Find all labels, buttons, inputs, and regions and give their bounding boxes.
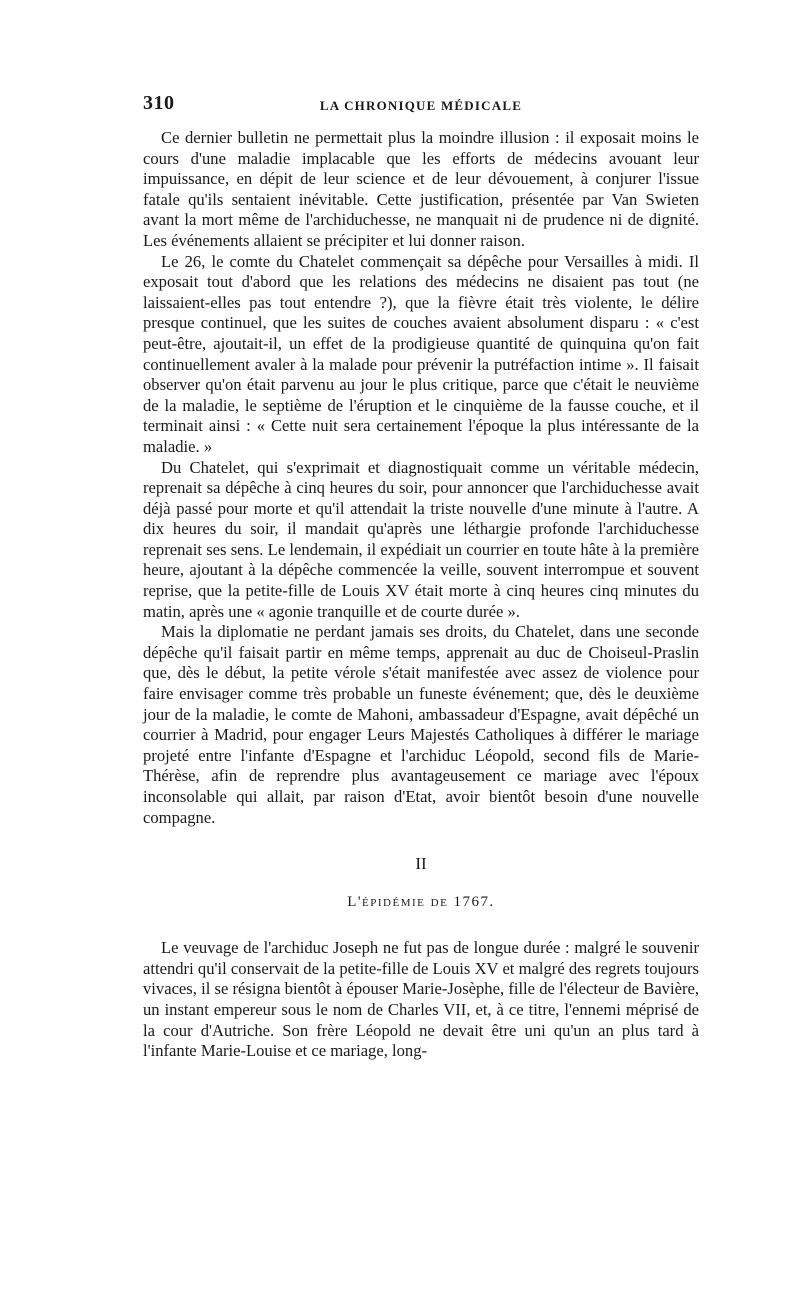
paragraph-5: Le veuvage de l'archiduc Joseph ne fut pas de longue durée : malgré le souvenir attendri qu'il conservait de la petite-fille de Louis XV et malgré des regrets toujours vivaces, il se résigna bientôt à épouser Marie-Josèphe, fille de l'électeur de Bavière, un instant empereur sous le nom de Charles VII, et, à ce titre, l'ennemi méprisé de la cour d'Autriche. Son frère Léopold ne devait être uni qu'un an plus tard à l'infante Marie-Louise et ce mariage, long- [143, 938, 699, 1061]
section-title: L'épidémie de 1767. [347, 894, 495, 911]
page-number: 310 [143, 92, 175, 114]
paragraph-4: Mais la diplomatie ne perdant jamais ses droits, du Chatelet, dans une seconde dépêche qu'il faisait partir en même temps, apprenait au duc de Choiseul-Praslin que, dès le début, la petite vérole s'était manifestée avec assez de violence pour faire envisager comme très probable un funeste événement; que, dès le deuxième jour de la maladie, le comte de Mahoni, ambassadeur d'Espagne, avait dépêché un courrier à Madrid, pour engager Leurs Majestés Catholiques à différer le mariage projeté entre l'infante d'Espagne et l'archiduc Léopold, second fils de Marie-Thérèse, afin de reprendre plus avantageusement ce mariage avec l'époux inconsolable qui allait, par raison d'Etat, avoir bientôt besoin d'une nouvelle compagne. [143, 622, 699, 827]
body-text [143, 128, 699, 1062]
running-head [143, 92, 699, 128]
book-page [143, 92, 699, 1062]
paragraph-3: Du Chatelet, qui s'exprimait et diagnostiquait comme un véritable médecin, reprenait sa dépêche à cinq heures du soir, pour annoncer que l'archiduchesse avait déjà passé pour morte et qu'il attendait la triste nouvelle d'une minute à l'autre. A dix heures du soir, il mandait qu'après une léthargie profonde l'archiduchesse reprenait ses sens. Le lendemain, il expédiait un courrier en toute hâte à la première heure, ajoutant à la dépêche commencée la veille, souvent interrompue et souvent reprise, que la petite-fille de Louis XV était morte à cinq heures cinq minutes du matin, après une « agonie tranquille et de courte durée ». [143, 457, 699, 621]
section-number: II [415, 854, 427, 874]
paragraph-1: Ce dernier bulletin ne permettait plus la moindre illusion : il exposait moins le cours d'une maladie implacable que les efforts de médecins avouant leur impuissance, en dépit de leur science et de leur dévouement, à conjurer l'issue fatale qu'ils sentaient inévitable. Cette justification, présentée par Van Swieten avant la mort même de l'archiduchesse, ne manquait ni de prudence ni de dignité. Les événements allaient se précipiter et lui donner raison. [143, 128, 699, 250]
paragraph-2: Le 26, le comte du Chatelet commençait sa dépêche pour Versailles à midi. Il exposait tout d'abord que les relations des médecins ne disaient pas tout (ne laissaient-elles pas tout entendre ?), que la fièvre était très violente, le délire presque continuel, que les suites de couches avaient absolument disparu : « c'est peut-être, ajoutait-il, un effet de la prodigieuse quantité de quinquina qu'on fait continuellement avaler à la malade pour prévenir la putréfaction intime ». Il faisait observer qu'on était parvenu au jour le plus critique, parce que c'était le neuvième de la maladie, le septième de l'éruption et le cinquième de la fausse couche, et il terminait ainsi : « Cette nuit sera certainement l'époque la plus intéressante de la maladie. » [143, 251, 699, 456]
running-title: LA CHRONIQUE MÉDICALE [319, 98, 523, 113]
